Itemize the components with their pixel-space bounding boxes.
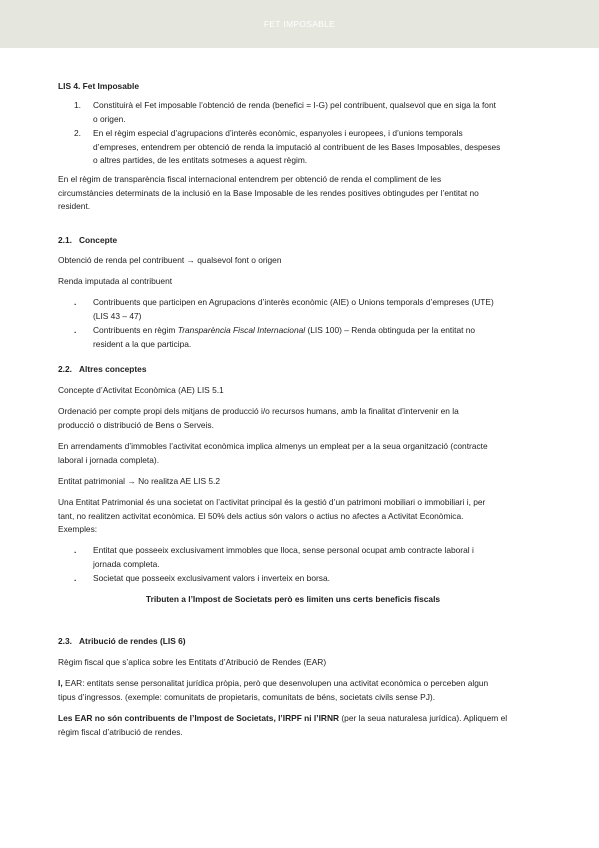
heading-2-1 bbox=[58, 234, 528, 248]
heading-2-3 bbox=[58, 635, 528, 649]
renda-imputada: Renda imputada al contribuent bbox=[58, 276, 173, 286]
list-line: Entitat que posseeix exclusivament immobles que lloca, sense personal ocupat amb contracte laboral i bbox=[93, 545, 474, 555]
paragraph-line: En arrendaments d’immobles l’activitat econòmica implica almenys un empleat per a la seua organització (contracte bbox=[58, 441, 488, 451]
ae-title: Concepte d’Activitat Econòmica (AE) LIS 5.1 bbox=[58, 385, 224, 395]
ear-paragraph bbox=[58, 677, 528, 704]
bullet: . bbox=[74, 545, 77, 555]
section-title: LIS 4. Fet Imposable bbox=[58, 81, 139, 91]
concept-text: Obtenció de renda pel contribuent bbox=[58, 255, 185, 265]
list-line: Societat que posseeix exclusivament valors i inverteix en borsa. bbox=[93, 573, 330, 584]
paragraph-line: En el règim de transparència fiscal internacional entendrem per obtenció de renda el compliment de les bbox=[58, 174, 442, 184]
centered-note: Tributen a l’Impost de Societats però es limiten uns certs beneficis fiscals bbox=[145, 594, 441, 604]
list-line: o altres partides, de les entitats sotmeses a aquest règim. bbox=[93, 155, 308, 166]
ear-subtitle: Règim fiscal que s’aplica sobre les Entitats d’Atribució de Rendes (EAR) bbox=[58, 657, 327, 667]
bullet: . bbox=[74, 573, 77, 584]
paragraph-line: laboral i jornada completa). bbox=[58, 454, 160, 465]
list-item bbox=[74, 99, 534, 126]
paragraph-line: règim fiscal d’atribució de rendes. bbox=[58, 726, 183, 737]
list-line: o origen. bbox=[93, 113, 126, 124]
heading-2-2 bbox=[58, 363, 528, 377]
ep-title bbox=[58, 475, 528, 489]
list-item bbox=[74, 127, 534, 168]
paragraph-line: tipus d’ingressos. (exemple: comunitats de propietaris, comunitats de béns, societats civils sense PJ). bbox=[58, 691, 436, 702]
paragraph-line: Ordenació per compte propi dels mitjans de producció i/o recursos humans, amb la finalitat d’intervenir en la bbox=[58, 406, 459, 416]
numbered-list bbox=[74, 99, 534, 168]
list-item bbox=[74, 324, 534, 351]
list-item bbox=[74, 296, 534, 323]
paragraph-line: tant, no realitzen activitat econòmica. El 50% dels actius són valors o actius no afectes a Activitat Econòmica. bbox=[58, 510, 464, 521]
list-number: 1. bbox=[74, 100, 81, 110]
arrow-icon: → bbox=[186, 255, 195, 265]
bullet-list bbox=[74, 296, 534, 351]
paragraph-line: circumstàncies determinats de la inclusió en la Base Imposable de les rendes positives obtingudes per l’entitat no bbox=[58, 187, 479, 198]
text: EAR: entitats sense personalitat jurídica pròpia, però que desenvolupen una activitat econòmica o perceben algun bbox=[64, 678, 489, 688]
bullet-list bbox=[74, 544, 534, 586]
heading-number: 2.1. bbox=[58, 235, 72, 245]
ae-paragraph bbox=[58, 440, 528, 467]
paragraph-line bbox=[58, 712, 528, 726]
list-line: Contribuents que participen en Agrupacions d’interès econòmic (AIE) o Unions temporals d’empreses (UTE) bbox=[93, 297, 494, 307]
concept-line bbox=[58, 254, 528, 268]
heading-text: Altres conceptes bbox=[79, 364, 147, 374]
paragraph-line: resident. bbox=[58, 201, 91, 212]
text: (per la seua naturalesa jurídica). Apliquem el bbox=[339, 713, 508, 723]
bullet: . bbox=[74, 297, 77, 307]
ae-paragraph bbox=[58, 405, 528, 432]
heading-number: 2.2. bbox=[58, 364, 72, 374]
text: (LIS 100) – Renda obtinguda per la entitat no bbox=[305, 325, 476, 336]
paragraph-transparencia bbox=[58, 173, 528, 214]
list-item bbox=[74, 572, 534, 586]
list-item bbox=[74, 544, 534, 571]
list-line: En el règim especial d’agrupacions d’interès econòmic, espanyoles i europees, i d’unions temporals bbox=[93, 128, 463, 139]
list-line: jornada completa. bbox=[93, 558, 160, 569]
paragraph-line: Exemples: bbox=[58, 524, 98, 535]
heading-number: 2.3. bbox=[58, 636, 72, 646]
concept-text: qualsevol font o origen bbox=[197, 255, 282, 265]
bold-text: Les EAR no són contribuents de l’Impost de Societats, l’IRPF ni l’IRNR bbox=[58, 713, 340, 723]
paragraph-line: producció o distribució de Bens o Serveis. bbox=[58, 419, 214, 430]
ep-text: No realitza AE LIS 5.2 bbox=[138, 476, 221, 486]
list-line: resident a la que participa. bbox=[93, 338, 192, 349]
text: Contribuents en règim bbox=[93, 325, 178, 336]
list-line: d’empreses, entendrem per obtenció de renda la imputació al contribuent de les Bases Imposables, despeses bbox=[93, 141, 501, 152]
heading-text: Atribució de rendes (LIS 6) bbox=[79, 636, 186, 646]
header-title: FET IMPOSABLE bbox=[263, 19, 336, 29]
paragraph-line: Una Entitat Patrimonial és una societat on l’activitat principal és la gestió d’un patrimoni mobiliari o immobiliari i, per bbox=[58, 497, 486, 507]
bullet: . bbox=[74, 325, 77, 336]
list-line: Constituirà el Fet imposable l’obtenció de renda (benefici = I-G) pel contribuent, qualsevol que en siga la font bbox=[93, 100, 496, 110]
list-number: 2. bbox=[74, 128, 81, 139]
ep-paragraph bbox=[58, 496, 528, 537]
lead-mark: I, bbox=[58, 678, 63, 688]
list-line: (LIS 43 – 47) bbox=[93, 310, 142, 321]
page-header-bar bbox=[0, 0, 599, 48]
paragraph-line bbox=[58, 677, 528, 691]
italic-text: Transparència Fiscal Internacional bbox=[177, 325, 306, 336]
heading-text: Concepte bbox=[79, 235, 118, 245]
ear-paragraph-2 bbox=[58, 712, 528, 739]
arrow-icon: → bbox=[127, 476, 136, 486]
ep-text: Entitat patrimonial bbox=[58, 476, 126, 486]
list-line bbox=[93, 324, 475, 338]
